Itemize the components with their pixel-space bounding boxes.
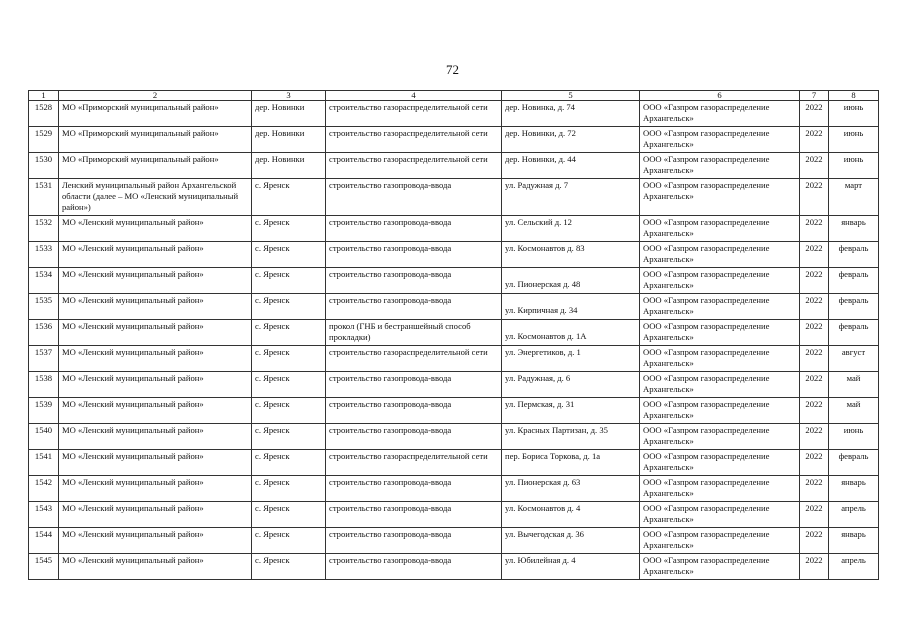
year-cell: 2022 <box>800 320 829 346</box>
table-row <box>29 372 879 398</box>
row-number: 1545 <box>29 554 59 580</box>
table-row <box>29 346 879 372</box>
year-cell: 2022 <box>800 127 829 153</box>
row-number: 1529 <box>29 127 59 153</box>
column-number-8: 8 <box>829 91 879 101</box>
column-number-2: 2 <box>59 91 252 101</box>
month-cell: август <box>829 346 879 372</box>
year-cell: 2022 <box>800 528 829 554</box>
row-number: 1532 <box>29 216 59 242</box>
year-cell: 2022 <box>800 101 829 127</box>
organization-cell: ООО «Газпром газораспределение Архангельск» <box>640 127 800 153</box>
work-type-cell: строительство газопровода-ввода <box>326 372 502 398</box>
month-cell: февраль <box>829 268 879 294</box>
table-row <box>29 398 879 424</box>
organization-cell: ООО «Газпром газораспределение Архангельск» <box>640 476 800 502</box>
row-number: 1534 <box>29 268 59 294</box>
address-cell: ул. Радужная д. 7 <box>502 179 640 216</box>
row-number: 1535 <box>29 294 59 320</box>
page-number: 72 <box>446 62 459 77</box>
work-type-cell: строительство газопровода-ввода <box>326 554 502 580</box>
row-number: 1540 <box>29 424 59 450</box>
address-cell: ул. Сельский д. 12 <box>502 216 640 242</box>
year-cell: 2022 <box>800 268 829 294</box>
settlement-cell: с. Яренск <box>252 346 326 372</box>
organization-cell: ООО «Газпром газораспределение Архангельск» <box>640 398 800 424</box>
municipality-cell: МО «Ленский муниципальный район» <box>59 554 252 580</box>
settlement-cell: с. Яренск <box>252 450 326 476</box>
organization-cell: ООО «Газпром газораспределение Архангельск» <box>640 294 800 320</box>
table-row <box>29 294 879 320</box>
table-row <box>29 528 879 554</box>
row-number: 1528 <box>29 101 59 127</box>
row-number: 1537 <box>29 346 59 372</box>
month-cell: июнь <box>829 127 879 153</box>
settlement-cell: с. Яренск <box>252 398 326 424</box>
settlement-cell: дер. Новинки <box>252 153 326 179</box>
work-type-cell: строительство газораспределительной сети <box>326 101 502 127</box>
settlement-cell: с. Яренск <box>252 242 326 268</box>
month-cell: июнь <box>829 153 879 179</box>
month-cell: май <box>829 372 879 398</box>
work-type-cell: строительство газопровода-ввода <box>326 179 502 216</box>
municipality-cell: Ленский муниципальный район Архангельской области (далее – МО «Ленский муниципальный район») <box>59 179 252 216</box>
month-cell: январь <box>829 476 879 502</box>
work-type-cell: строительство газопровода-ввода <box>326 528 502 554</box>
address-cell: дер. Новинка, д. 74 <box>502 101 640 127</box>
address-cell <box>502 320 640 346</box>
year-cell: 2022 <box>800 372 829 398</box>
settlement-cell: дер. Новинки <box>252 101 326 127</box>
municipality-cell: МО «Ленский муниципальный район» <box>59 372 252 398</box>
table-row <box>29 424 879 450</box>
settlement-cell: с. Яренск <box>252 502 326 528</box>
table-row <box>29 216 879 242</box>
year-cell: 2022 <box>800 294 829 320</box>
municipality-cell: МО «Ленский муниципальный район» <box>59 320 252 346</box>
municipality-cell: МО «Ленский муниципальный район» <box>59 502 252 528</box>
municipality-cell: МО «Ленский муниципальный район» <box>59 268 252 294</box>
month-cell: февраль <box>829 294 879 320</box>
municipality-cell: МО «Ленский муниципальный район» <box>59 398 252 424</box>
table-row <box>29 476 879 502</box>
municipality-cell: МО «Ленский муниципальный район» <box>59 528 252 554</box>
month-cell: февраль <box>829 242 879 268</box>
address-cell: дер. Новинки, д. 72 <box>502 127 640 153</box>
row-number: 1539 <box>29 398 59 424</box>
row-number: 1533 <box>29 242 59 268</box>
settlement-cell: дер. Новинки <box>252 127 326 153</box>
column-number-5: 5 <box>502 91 640 101</box>
municipality-cell: МО «Ленский муниципальный район» <box>59 450 252 476</box>
municipality-cell: МО «Ленский муниципальный район» <box>59 216 252 242</box>
month-cell: май <box>829 398 879 424</box>
municipality-cell: МО «Ленский муниципальный район» <box>59 242 252 268</box>
row-number: 1541 <box>29 450 59 476</box>
row-number: 1544 <box>29 528 59 554</box>
work-type-cell: строительство газораспределительной сети <box>326 450 502 476</box>
year-cell: 2022 <box>800 242 829 268</box>
address-cell: ул. Вычегодская д. 36 <box>502 528 640 554</box>
work-type-cell: строительство газопровода-ввода <box>326 476 502 502</box>
year-cell: 2022 <box>800 346 829 372</box>
organization-cell: ООО «Газпром газораспределение Архангельск» <box>640 450 800 476</box>
settlement-cell: с. Яренск <box>252 476 326 502</box>
month-cell: февраль <box>829 320 879 346</box>
month-cell: апрель <box>829 554 879 580</box>
address-cell <box>502 294 640 320</box>
work-type-cell: строительство газопровода-ввода <box>326 424 502 450</box>
address-cell: ул. Пермская, д. 31 <box>502 398 640 424</box>
work-type-cell: строительство газопровода-ввода <box>326 268 502 294</box>
table-row <box>29 179 879 216</box>
column-number-3: 3 <box>252 91 326 101</box>
year-cell: 2022 <box>800 502 829 528</box>
work-type-cell: строительство газораспределительной сети <box>326 346 502 372</box>
work-type-cell: прокол (ГНБ и бестраншейный способ прокладки) <box>326 320 502 346</box>
works-table <box>28 90 879 580</box>
organization-cell: ООО «Газпром газораспределение Архангельск» <box>640 528 800 554</box>
address-cell: дер. Новинки, д. 44 <box>502 153 640 179</box>
row-number: 1536 <box>29 320 59 346</box>
settlement-cell: с. Яренск <box>252 179 326 216</box>
table-row <box>29 268 879 294</box>
settlement-cell: с. Яренск <box>252 528 326 554</box>
municipality-cell: МО «Приморский муниципальный район» <box>59 153 252 179</box>
table-row <box>29 320 879 346</box>
year-cell: 2022 <box>800 153 829 179</box>
organization-cell: ООО «Газпром газораспределение Архангельск» <box>640 216 800 242</box>
year-cell: 2022 <box>800 554 829 580</box>
address-text: ул. Космонавтов д. 1А <box>505 331 587 341</box>
settlement-cell: с. Яренск <box>252 216 326 242</box>
organization-cell: ООО «Газпром газораспределение Архангельск» <box>640 346 800 372</box>
month-cell: июнь <box>829 424 879 450</box>
column-number-row <box>29 91 879 101</box>
work-type-cell: строительство газопровода-ввода <box>326 502 502 528</box>
row-number: 1543 <box>29 502 59 528</box>
address-cell: ул. Пионерская д. 63 <box>502 476 640 502</box>
address-cell: ул. Энергетиков, д. 1 <box>502 346 640 372</box>
organization-cell: ООО «Газпром газораспределение Архангельск» <box>640 502 800 528</box>
table-row <box>29 153 879 179</box>
address-cell: ул. Радужная, д. 6 <box>502 372 640 398</box>
address-cell: ул. Юбилейная д. 4 <box>502 554 640 580</box>
column-number-1: 1 <box>29 91 59 101</box>
work-type-cell: строительство газопровода-ввода <box>326 398 502 424</box>
work-type-cell: строительство газопровода-ввода <box>326 242 502 268</box>
work-type-cell: строительство газораспределительной сети <box>326 127 502 153</box>
row-number: 1538 <box>29 372 59 398</box>
settlement-cell: с. Яренск <box>252 294 326 320</box>
row-number: 1542 <box>29 476 59 502</box>
table-row <box>29 554 879 580</box>
settlement-cell: с. Яренск <box>252 320 326 346</box>
year-cell: 2022 <box>800 398 829 424</box>
month-cell: июнь <box>829 101 879 127</box>
settlement-cell: с. Яренск <box>252 372 326 398</box>
month-cell: февраль <box>829 450 879 476</box>
municipality-cell: МО «Ленский муниципальный район» <box>59 346 252 372</box>
year-cell: 2022 <box>800 216 829 242</box>
column-number-7: 7 <box>800 91 829 101</box>
settlement-cell: с. Яренск <box>252 554 326 580</box>
table-row <box>29 127 879 153</box>
address-cell <box>502 268 640 294</box>
organization-cell: ООО «Газпром газораспределение Архангельск» <box>640 554 800 580</box>
address-text: ул. Пионерская д. 48 <box>505 279 581 289</box>
address-text: ул. Кирпичная д. 34 <box>505 305 578 315</box>
organization-cell: ООО «Газпром газораспределение Архангельск» <box>640 101 800 127</box>
work-type-cell: строительство газораспределительной сети <box>326 153 502 179</box>
table-row <box>29 450 879 476</box>
organization-cell: ООО «Газпром газораспределение Архангельск» <box>640 424 800 450</box>
column-number-6: 6 <box>640 91 800 101</box>
municipality-cell: МО «Ленский муниципальный район» <box>59 476 252 502</box>
municipality-cell: МО «Ленский муниципальный район» <box>59 294 252 320</box>
organization-cell: ООО «Газпром газораспределение Архангельск» <box>640 268 800 294</box>
address-cell: ул. Космонавтов д. 4 <box>502 502 640 528</box>
settlement-cell: с. Яренск <box>252 424 326 450</box>
municipality-cell: МО «Ленский муниципальный район» <box>59 424 252 450</box>
address-cell: ул. Красных Партизан, д. 35 <box>502 424 640 450</box>
organization-cell: ООО «Газпром газораспределение Архангельск» <box>640 320 800 346</box>
work-type-cell: строительство газопровода-ввода <box>326 216 502 242</box>
year-cell: 2022 <box>800 424 829 450</box>
month-cell: январь <box>829 528 879 554</box>
municipality-cell: МО «Приморский муниципальный район» <box>59 101 252 127</box>
year-cell: 2022 <box>800 476 829 502</box>
work-type-cell: строительство газопровода-ввода <box>326 294 502 320</box>
year-cell: 2022 <box>800 179 829 216</box>
month-cell: январь <box>829 216 879 242</box>
table-row <box>29 101 879 127</box>
organization-cell: ООО «Газпром газораспределение Архангельск» <box>640 179 800 216</box>
address-cell: ул. Космонавтов д. 83 <box>502 242 640 268</box>
month-cell: апрель <box>829 502 879 528</box>
month-cell: март <box>829 179 879 216</box>
organization-cell: ООО «Газпром газораспределение Архангельск» <box>640 372 800 398</box>
row-number: 1530 <box>29 153 59 179</box>
organization-cell: ООО «Газпром газораспределение Архангельск» <box>640 153 800 179</box>
table-row <box>29 242 879 268</box>
table-body <box>29 101 879 580</box>
column-number-4: 4 <box>326 91 502 101</box>
settlement-cell: с. Яренск <box>252 268 326 294</box>
row-number: 1531 <box>29 179 59 216</box>
year-cell: 2022 <box>800 450 829 476</box>
municipality-cell: МО «Приморский муниципальный район» <box>59 127 252 153</box>
table-row <box>29 502 879 528</box>
address-cell: пер. Бориса Торкова, д. 1а <box>502 450 640 476</box>
organization-cell: ООО «Газпром газораспределение Архангельск» <box>640 242 800 268</box>
